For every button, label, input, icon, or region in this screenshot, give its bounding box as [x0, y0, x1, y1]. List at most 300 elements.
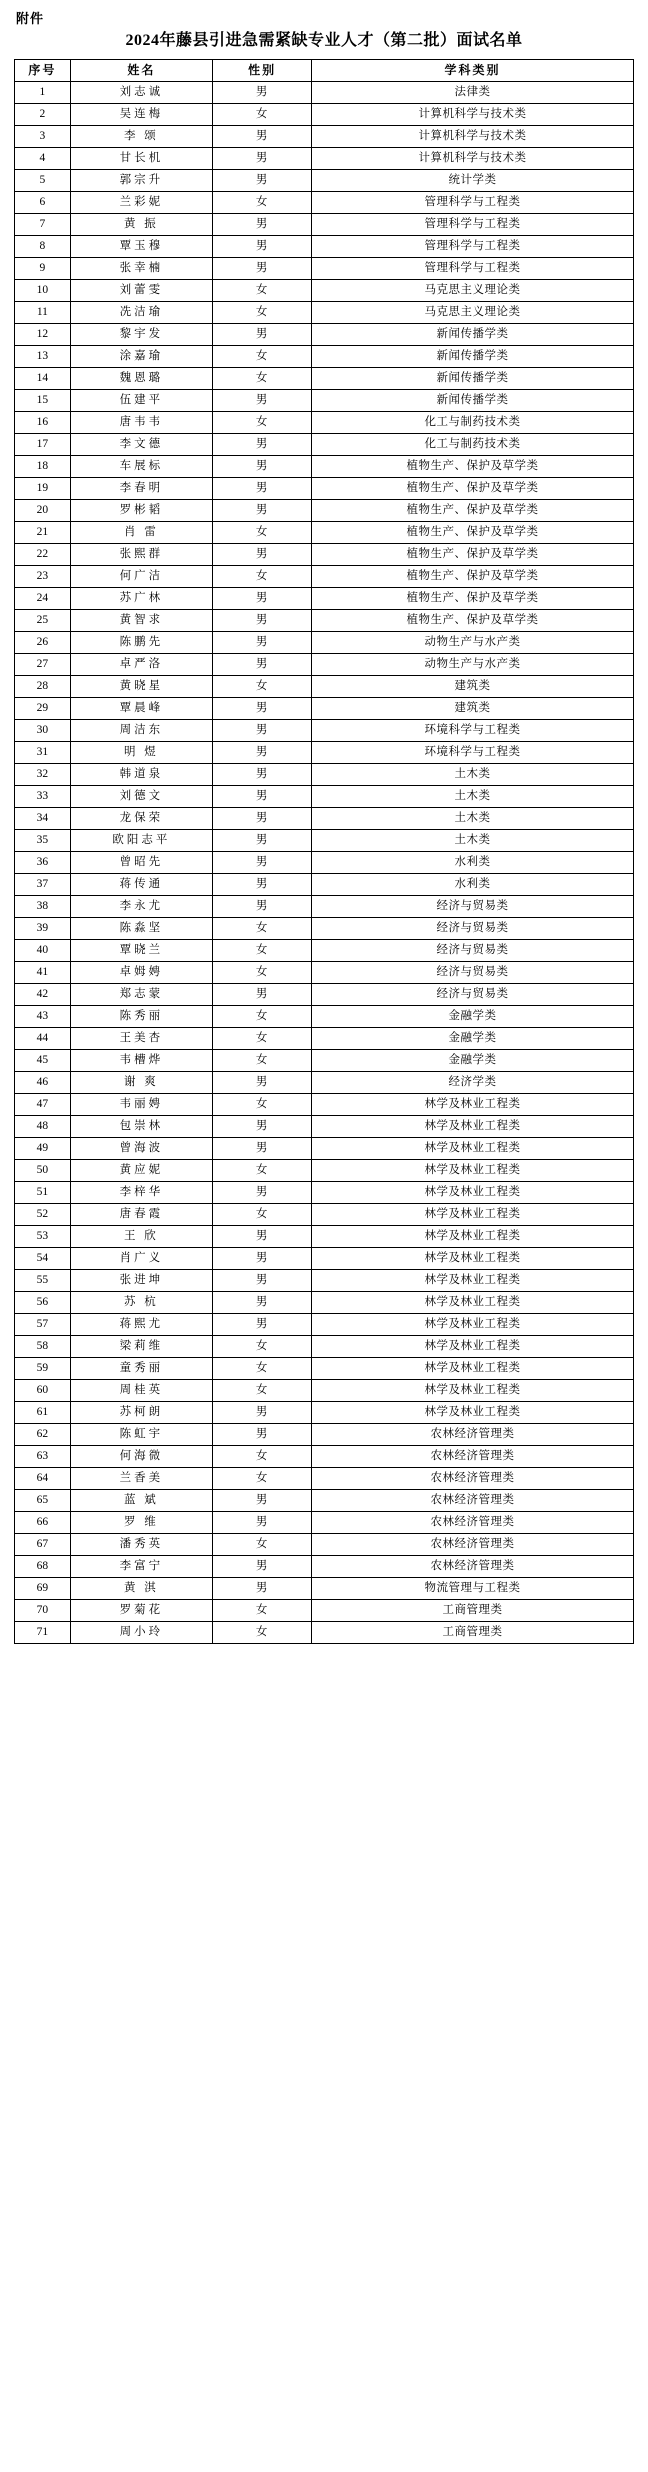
cell-major: 植物生产、保护及草学类 — [312, 455, 634, 477]
table-row — [15, 631, 634, 653]
cell-index: 18 — [15, 455, 71, 477]
cell-index: 3 — [15, 125, 71, 147]
cell-major: 水利类 — [312, 851, 634, 873]
cell-gender: 男 — [213, 631, 312, 653]
cell-gender: 女 — [213, 939, 312, 961]
cell-gender: 女 — [213, 1335, 312, 1357]
cell-index: 44 — [15, 1027, 71, 1049]
table-row — [15, 103, 634, 125]
cell-major: 林学及林业工程类 — [312, 1115, 634, 1137]
cell-index: 28 — [15, 675, 71, 697]
table-row — [15, 829, 634, 851]
cell-major: 新闻传播学类 — [312, 389, 634, 411]
cell-major: 管理科学与工程类 — [312, 213, 634, 235]
table-row — [15, 455, 634, 477]
cell-name: 冼洁瑜 — [70, 301, 212, 323]
cell-name: 何广洁 — [70, 565, 212, 587]
cell-name: 黄应妮 — [70, 1159, 212, 1181]
cell-gender: 女 — [213, 1005, 312, 1027]
cell-index: 64 — [15, 1467, 71, 1489]
cell-name: 肖广义 — [70, 1247, 212, 1269]
cell-index: 39 — [15, 917, 71, 939]
cell-gender: 男 — [213, 125, 312, 147]
cell-index: 47 — [15, 1093, 71, 1115]
cell-name: 明 煜 — [70, 741, 212, 763]
cell-name: 郑志蒙 — [70, 983, 212, 1005]
cell-name: 刘蕾雯 — [70, 279, 212, 301]
cell-major: 建筑类 — [312, 675, 634, 697]
table-row — [15, 279, 634, 301]
cell-index: 38 — [15, 895, 71, 917]
cell-gender: 男 — [213, 1269, 312, 1291]
table-row — [15, 1269, 634, 1291]
table-row — [15, 1357, 634, 1379]
cell-index: 52 — [15, 1203, 71, 1225]
cell-gender: 男 — [213, 807, 312, 829]
cell-index: 10 — [15, 279, 71, 301]
table-row — [15, 851, 634, 873]
cell-gender: 女 — [213, 103, 312, 125]
cell-name: 苏 杭 — [70, 1291, 212, 1313]
cell-index: 13 — [15, 345, 71, 367]
cell-major: 经济与贸易类 — [312, 895, 634, 917]
cell-major: 经济与贸易类 — [312, 939, 634, 961]
cell-major: 经济与贸易类 — [312, 917, 634, 939]
cell-gender: 女 — [213, 1533, 312, 1555]
table-row — [15, 719, 634, 741]
cell-index: 66 — [15, 1511, 71, 1533]
cell-name: 张幸楠 — [70, 257, 212, 279]
cell-name: 刘德文 — [70, 785, 212, 807]
cell-index: 6 — [15, 191, 71, 213]
cell-name: 陈虹宇 — [70, 1423, 212, 1445]
cell-major: 动物生产与水产类 — [312, 631, 634, 653]
cell-major: 林学及林业工程类 — [312, 1159, 634, 1181]
cell-major: 管理科学与工程类 — [312, 257, 634, 279]
cell-major: 马克思主义理论类 — [312, 279, 634, 301]
cell-index: 11 — [15, 301, 71, 323]
cell-name: 卓姆娉 — [70, 961, 212, 983]
cell-name: 黄智求 — [70, 609, 212, 631]
cell-gender: 女 — [213, 1203, 312, 1225]
table-row — [15, 1225, 634, 1247]
cell-name: 黎宇发 — [70, 323, 212, 345]
table-row — [15, 609, 634, 631]
cell-major: 土木类 — [312, 807, 634, 829]
cell-gender: 男 — [213, 433, 312, 455]
cell-major: 动物生产与水产类 — [312, 653, 634, 675]
table-row — [15, 697, 634, 719]
table-row — [15, 741, 634, 763]
cell-index: 8 — [15, 235, 71, 257]
table-row — [15, 1555, 634, 1577]
cell-index: 58 — [15, 1335, 71, 1357]
cell-name: 潘秀英 — [70, 1533, 212, 1555]
table-row — [15, 433, 634, 455]
cell-major: 林学及林业工程类 — [312, 1247, 634, 1269]
table-row — [15, 1467, 634, 1489]
table-row — [15, 961, 634, 983]
column-header-gender: 性别 — [213, 59, 312, 81]
table-row — [15, 257, 634, 279]
table-row — [15, 345, 634, 367]
table-row — [15, 763, 634, 785]
table-row — [15, 1577, 634, 1599]
table-header-row — [15, 59, 634, 81]
cell-name: 刘志诚 — [70, 81, 212, 103]
cell-index: 23 — [15, 565, 71, 587]
table-row — [15, 983, 634, 1005]
cell-index: 40 — [15, 939, 71, 961]
cell-gender: 男 — [213, 653, 312, 675]
cell-name: 韩道泉 — [70, 763, 212, 785]
cell-major: 计算机科学与技术类 — [312, 103, 634, 125]
cell-major: 植物生产、保护及草学类 — [312, 587, 634, 609]
cell-major: 林学及林业工程类 — [312, 1401, 634, 1423]
cell-major: 新闻传播学类 — [312, 323, 634, 345]
cell-major: 农林经济管理类 — [312, 1445, 634, 1467]
interview-roster-table — [14, 59, 634, 1644]
cell-name: 包崇林 — [70, 1115, 212, 1137]
cell-gender: 女 — [213, 521, 312, 543]
cell-major: 林学及林业工程类 — [312, 1357, 634, 1379]
cell-major: 统计学类 — [312, 169, 634, 191]
cell-index: 1 — [15, 81, 71, 103]
cell-index: 63 — [15, 1445, 71, 1467]
table-row — [15, 1181, 634, 1203]
cell-name: 欧阳志平 — [70, 829, 212, 851]
cell-major: 植物生产、保护及草学类 — [312, 521, 634, 543]
table-row — [15, 675, 634, 697]
table-row — [15, 895, 634, 917]
cell-name: 罗 维 — [70, 1511, 212, 1533]
table-row — [15, 235, 634, 257]
cell-major: 林学及林业工程类 — [312, 1269, 634, 1291]
table-row — [15, 565, 634, 587]
cell-name: 吴连梅 — [70, 103, 212, 125]
cell-major: 马克思主义理论类 — [312, 301, 634, 323]
table-row — [15, 477, 634, 499]
table-row — [15, 213, 634, 235]
cell-gender: 男 — [213, 213, 312, 235]
cell-major: 林学及林业工程类 — [312, 1291, 634, 1313]
cell-gender: 男 — [213, 895, 312, 917]
cell-major: 植物生产、保护及草学类 — [312, 543, 634, 565]
cell-major: 土木类 — [312, 763, 634, 785]
table-row — [15, 367, 634, 389]
cell-gender: 男 — [213, 477, 312, 499]
cell-gender: 男 — [213, 829, 312, 851]
cell-name: 龙保荣 — [70, 807, 212, 829]
cell-major: 农林经济管理类 — [312, 1489, 634, 1511]
cell-major: 环境科学与工程类 — [312, 719, 634, 741]
cell-name: 韦槽烨 — [70, 1049, 212, 1071]
cell-index: 22 — [15, 543, 71, 565]
cell-index: 54 — [15, 1247, 71, 1269]
cell-major: 林学及林业工程类 — [312, 1335, 634, 1357]
cell-index: 46 — [15, 1071, 71, 1093]
table-row — [15, 1423, 634, 1445]
cell-name: 李富宁 — [70, 1555, 212, 1577]
cell-index: 71 — [15, 1621, 71, 1643]
cell-gender: 男 — [213, 697, 312, 719]
cell-index: 29 — [15, 697, 71, 719]
cell-major: 林学及林业工程类 — [312, 1379, 634, 1401]
cell-major: 新闻传播学类 — [312, 367, 634, 389]
table-row — [15, 1137, 634, 1159]
table-row — [15, 1379, 634, 1401]
cell-name: 罗彬韬 — [70, 499, 212, 521]
cell-name: 蒋熙尤 — [70, 1313, 212, 1335]
cell-gender: 男 — [213, 1071, 312, 1093]
cell-name: 周桂英 — [70, 1379, 212, 1401]
cell-gender: 男 — [213, 1423, 312, 1445]
cell-name: 甘长机 — [70, 147, 212, 169]
cell-gender: 女 — [213, 1093, 312, 1115]
column-header-name: 姓名 — [70, 59, 212, 81]
cell-major: 物流管理与工程类 — [312, 1577, 634, 1599]
cell-major: 工商管理类 — [312, 1599, 634, 1621]
cell-gender: 男 — [213, 1489, 312, 1511]
cell-gender: 女 — [213, 411, 312, 433]
cell-name: 张进坤 — [70, 1269, 212, 1291]
cell-index: 17 — [15, 433, 71, 455]
cell-gender: 男 — [213, 389, 312, 411]
cell-name: 周洁东 — [70, 719, 212, 741]
cell-name: 黄 淇 — [70, 1577, 212, 1599]
cell-name: 王美杏 — [70, 1027, 212, 1049]
cell-index: 53 — [15, 1225, 71, 1247]
cell-index: 24 — [15, 587, 71, 609]
cell-index: 60 — [15, 1379, 71, 1401]
table-body — [15, 81, 634, 1643]
cell-name: 蒋传通 — [70, 873, 212, 895]
cell-index: 61 — [15, 1401, 71, 1423]
cell-index: 70 — [15, 1599, 71, 1621]
table-row — [15, 1049, 634, 1071]
cell-major: 植物生产、保护及草学类 — [312, 499, 634, 521]
table-row — [15, 917, 634, 939]
cell-index: 34 — [15, 807, 71, 829]
table-row — [15, 125, 634, 147]
cell-index: 48 — [15, 1115, 71, 1137]
cell-index: 14 — [15, 367, 71, 389]
cell-gender: 男 — [213, 455, 312, 477]
cell-index: 45 — [15, 1049, 71, 1071]
table-row — [15, 1335, 634, 1357]
cell-gender: 男 — [213, 323, 312, 345]
cell-name: 涂嘉瑜 — [70, 345, 212, 367]
table-row — [15, 411, 634, 433]
cell-major: 农林经济管理类 — [312, 1423, 634, 1445]
cell-index: 35 — [15, 829, 71, 851]
cell-name: 罗菊花 — [70, 1599, 212, 1621]
cell-index: 57 — [15, 1313, 71, 1335]
cell-gender: 男 — [213, 1511, 312, 1533]
table-row — [15, 653, 634, 675]
cell-index: 51 — [15, 1181, 71, 1203]
cell-gender: 男 — [213, 147, 312, 169]
cell-name: 覃晨峰 — [70, 697, 212, 719]
cell-name: 苏广林 — [70, 587, 212, 609]
cell-index: 55 — [15, 1269, 71, 1291]
cell-index: 4 — [15, 147, 71, 169]
cell-index: 59 — [15, 1357, 71, 1379]
cell-gender: 女 — [213, 961, 312, 983]
cell-name: 李文德 — [70, 433, 212, 455]
column-header-index: 序号 — [15, 59, 71, 81]
cell-index: 37 — [15, 873, 71, 895]
table-row — [15, 1489, 634, 1511]
cell-index: 65 — [15, 1489, 71, 1511]
cell-major: 化工与制药技术类 — [312, 433, 634, 455]
cell-name: 唐韦韦 — [70, 411, 212, 433]
cell-gender: 男 — [213, 873, 312, 895]
cell-major: 法律类 — [312, 81, 634, 103]
cell-gender: 女 — [213, 1599, 312, 1621]
cell-name: 覃玉穆 — [70, 235, 212, 257]
cell-index: 68 — [15, 1555, 71, 1577]
cell-index: 2 — [15, 103, 71, 125]
cell-name: 何海微 — [70, 1445, 212, 1467]
table-row — [15, 323, 634, 345]
cell-name: 卓严洛 — [70, 653, 212, 675]
table-row — [15, 1071, 634, 1093]
cell-name: 蓝 斌 — [70, 1489, 212, 1511]
cell-major: 土木类 — [312, 785, 634, 807]
cell-gender: 男 — [213, 1401, 312, 1423]
table-row — [15, 147, 634, 169]
cell-name: 黄 振 — [70, 213, 212, 235]
cell-gender: 女 — [213, 279, 312, 301]
cell-major: 化工与制药技术类 — [312, 411, 634, 433]
column-header-major: 学科类别 — [312, 59, 634, 81]
table-row — [15, 1247, 634, 1269]
cell-name: 韦丽娉 — [70, 1093, 212, 1115]
cell-major: 林学及林业工程类 — [312, 1093, 634, 1115]
table-row — [15, 301, 634, 323]
cell-name: 周小玲 — [70, 1621, 212, 1643]
cell-index: 50 — [15, 1159, 71, 1181]
cell-name: 梁莉维 — [70, 1335, 212, 1357]
cell-index: 31 — [15, 741, 71, 763]
cell-gender: 男 — [213, 1313, 312, 1335]
cell-major: 农林经济管理类 — [312, 1533, 634, 1555]
cell-index: 62 — [15, 1423, 71, 1445]
cell-major: 新闻传播学类 — [312, 345, 634, 367]
table-row — [15, 939, 634, 961]
cell-index: 32 — [15, 763, 71, 785]
cell-name: 李梓华 — [70, 1181, 212, 1203]
cell-gender: 女 — [213, 301, 312, 323]
cell-major: 工商管理类 — [312, 1621, 634, 1643]
table-row — [15, 169, 634, 191]
cell-name: 唐春霞 — [70, 1203, 212, 1225]
cell-name: 魏恩璐 — [70, 367, 212, 389]
cell-gender: 男 — [213, 1291, 312, 1313]
table-row — [15, 521, 634, 543]
attachment-label: 附件 — [16, 11, 45, 26]
cell-gender: 男 — [213, 719, 312, 741]
cell-index: 9 — [15, 257, 71, 279]
cell-name: 李 颂 — [70, 125, 212, 147]
table-row — [15, 1159, 634, 1181]
cell-gender: 男 — [213, 983, 312, 1005]
cell-name: 肖 雷 — [70, 521, 212, 543]
table-row — [15, 587, 634, 609]
cell-gender: 女 — [213, 345, 312, 367]
cell-gender: 男 — [213, 1115, 312, 1137]
cell-index: 19 — [15, 477, 71, 499]
cell-index: 27 — [15, 653, 71, 675]
cell-major: 农林经济管理类 — [312, 1555, 634, 1577]
cell-gender: 男 — [213, 609, 312, 631]
cell-gender: 男 — [213, 257, 312, 279]
cell-major: 土木类 — [312, 829, 634, 851]
cell-gender: 男 — [213, 1225, 312, 1247]
table-row — [15, 1027, 634, 1049]
cell-gender: 女 — [213, 1049, 312, 1071]
cell-name: 郭宗升 — [70, 169, 212, 191]
cell-gender: 女 — [213, 1621, 312, 1643]
page-title: 2024年藤县引进急需紧缺专业人才（第二批）面试名单 — [125, 32, 523, 49]
cell-gender: 女 — [213, 367, 312, 389]
cell-gender: 男 — [213, 1577, 312, 1599]
cell-gender: 女 — [213, 1467, 312, 1489]
cell-gender: 男 — [213, 763, 312, 785]
cell-gender: 男 — [213, 741, 312, 763]
cell-name: 陈秀丽 — [70, 1005, 212, 1027]
cell-gender: 男 — [213, 1181, 312, 1203]
cell-major: 建筑类 — [312, 697, 634, 719]
cell-major: 管理科学与工程类 — [312, 235, 634, 257]
cell-gender: 男 — [213, 235, 312, 257]
cell-gender: 女 — [213, 1159, 312, 1181]
cell-gender: 女 — [213, 1445, 312, 1467]
cell-index: 30 — [15, 719, 71, 741]
cell-gender: 男 — [213, 587, 312, 609]
table-row — [15, 1401, 634, 1423]
cell-index: 15 — [15, 389, 71, 411]
cell-index: 41 — [15, 961, 71, 983]
cell-index: 43 — [15, 1005, 71, 1027]
cell-gender: 男 — [213, 169, 312, 191]
cell-major: 经济与贸易类 — [312, 961, 634, 983]
cell-major: 林学及林业工程类 — [312, 1181, 634, 1203]
cell-major: 经济学类 — [312, 1071, 634, 1093]
table-row — [15, 389, 634, 411]
table-row — [15, 873, 634, 895]
cell-gender: 女 — [213, 565, 312, 587]
table-row — [15, 807, 634, 829]
cell-major: 植物生产、保护及草学类 — [312, 477, 634, 499]
cell-major: 水利类 — [312, 873, 634, 895]
cell-index: 69 — [15, 1577, 71, 1599]
table-row — [15, 1533, 634, 1555]
cell-name: 陈鹏先 — [70, 631, 212, 653]
cell-index: 42 — [15, 983, 71, 1005]
cell-gender: 男 — [213, 1247, 312, 1269]
cell-major: 管理科学与工程类 — [312, 191, 634, 213]
cell-name: 陈淼坚 — [70, 917, 212, 939]
cell-name: 谢 爽 — [70, 1071, 212, 1093]
cell-name: 车展标 — [70, 455, 212, 477]
cell-major: 金融学类 — [312, 1005, 634, 1027]
table-row — [15, 1511, 634, 1533]
cell-gender: 男 — [213, 499, 312, 521]
cell-index: 16 — [15, 411, 71, 433]
cell-index: 67 — [15, 1533, 71, 1555]
